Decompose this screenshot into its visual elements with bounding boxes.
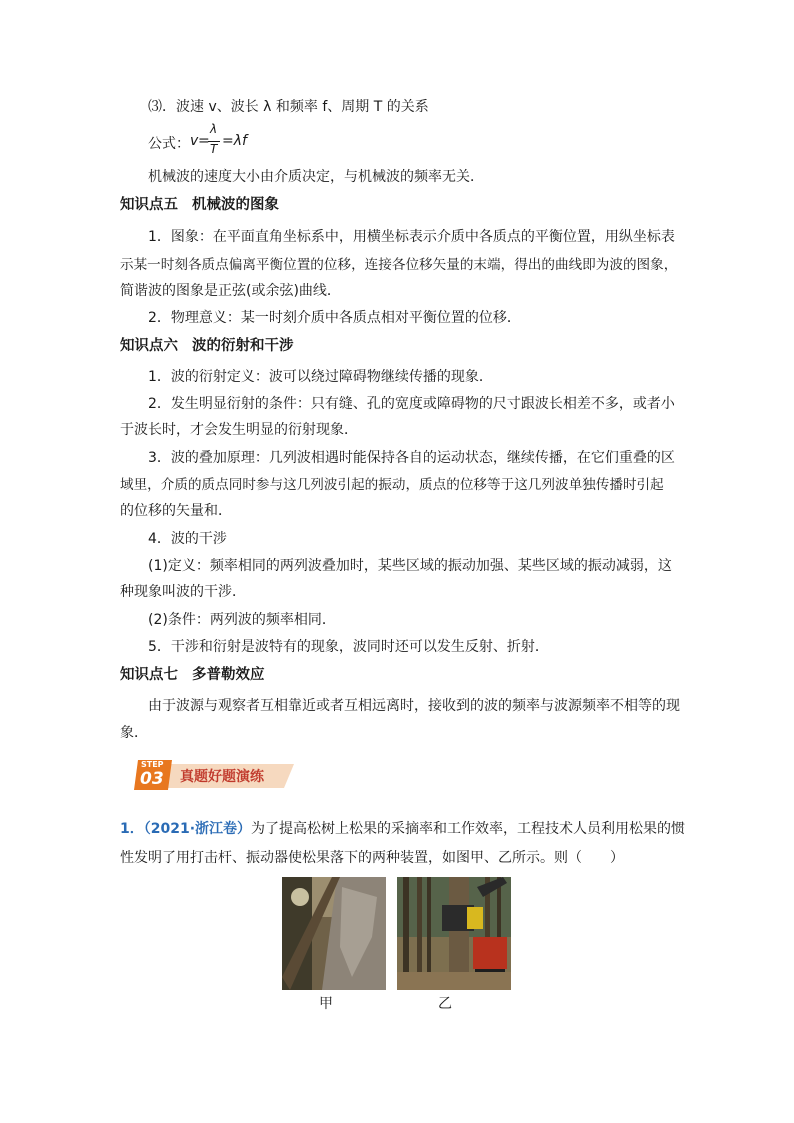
striking-pole-photo — [282, 877, 386, 990]
kp6-p1: 1．波的衍射定义：波可以绕过障碍物继续传播的现象． — [148, 369, 493, 385]
formula-equals-2: =λf — [222, 133, 247, 149]
photo-jia — [282, 877, 386, 990]
kp5-p2: 2．物理意义：某一时刻介质中各质点相对平衡位置的位移． — [148, 310, 521, 326]
kp6-p4: 4．波的干涉 — [148, 531, 227, 547]
kp7-title: 知识点七 — [120, 667, 178, 683]
item-3-text: ⑶．波速 v、波长 λ 和频率 f、周期 T 的关系 — [148, 99, 429, 115]
kp5-name: 机械波的图象 — [192, 197, 279, 213]
formula-denominator: T — [210, 142, 218, 156]
wave-speed-note: 机械波的速度大小由介质决定，与机械波的频率无关． — [148, 169, 484, 185]
kp6-p3-line1: 3．波的叠加原理：几列波相遇时能保持各自的运动状态，继续传播，在它们重叠的区 — [148, 450, 675, 466]
kp6-p5: 5．干涉和衍射是波特有的现象，波同时还可以发生反射、折射． — [148, 639, 549, 655]
step-word: STEP — [141, 760, 164, 769]
kp7-p1-line1: 由于波源与观察者互相靠近或者互相远离时，接收到的波的频率与波源频率不相等的现 — [148, 698, 680, 714]
question-text-1: 为了提高松树上松果的采摘率和工作效率，工程技术人员利用松果的惯 — [251, 821, 686, 837]
formula-numerator: λ — [210, 122, 218, 136]
knowledge-point-6-heading — [120, 337, 294, 355]
formula-v: v — [190, 133, 199, 149]
kp6-p2-line1: 2．发生明显衍射的条件：只有缝、孔的宽度或障碍物的尺寸跟波长相差不多，或者小 — [148, 396, 675, 412]
kp6-p2-line2: 于波长时，才会发生明显的衍射现象． — [120, 422, 358, 438]
kp6-name: 波的衍射和干涉 — [192, 338, 294, 354]
question-1-line2: 性发明了用打击杆、振动器使松果落下的两种装置，如图甲、乙所示。则（ ） — [120, 850, 624, 866]
kp7-name: 多普勒效应 — [192, 667, 265, 683]
question-number: 1． — [120, 821, 144, 837]
kp5-title: 知识点五 — [120, 197, 178, 213]
kp6-p3-line2: 域里，介质的质点同时参与这几列波引起的振动，质点的位移等于这几列波单独传播时引起 — [120, 477, 664, 493]
step-03-banner — [134, 758, 298, 792]
step-label: 真题好题演练 — [180, 769, 264, 785]
kp7-p1-line2: 象． — [120, 725, 148, 741]
kp6-title: 知识点六 — [120, 338, 178, 354]
question-1-line1 — [120, 820, 685, 838]
kp6-p4b: (2)条件：两列波的频率相同． — [148, 612, 336, 628]
question-source: （2021·浙江卷） — [143, 821, 252, 837]
knowledge-point-5-heading — [120, 196, 279, 214]
kp6-p3-line3: 的位移的矢量和． — [120, 503, 232, 519]
kp5-p1-line3: 简谐波的图象是正弦(或余弦)曲线． — [120, 283, 341, 299]
caption-jia: 甲 — [319, 996, 333, 1012]
caption-yi: 乙 — [438, 996, 452, 1012]
formula-equals-1: = — [198, 133, 210, 149]
kp5-p1-line2: 示某一时刻各质点偏离平衡位置的位移，连接各位移矢量的末端，得出的曲线即为波的图象， — [120, 257, 678, 273]
kp5-p1-line1: 1．图象：在平面直角坐标系中，用横坐标表示介质中各质点的平衡位置，用纵坐标表 — [148, 229, 675, 245]
kp6-p4a-line1: (1)定义：频率相同的两列波叠加时，某些区域的振动加强、某些区域的振动减弱，这 — [148, 558, 672, 574]
vibrator-photo — [397, 877, 511, 990]
kp6-p4a-line2: 种现象叫波的干涉． — [120, 584, 246, 600]
photo-yi — [397, 877, 511, 990]
formula-prefix: 公式： — [148, 136, 190, 152]
knowledge-point-7-heading — [120, 666, 265, 684]
step-number: 03 — [140, 769, 164, 789]
